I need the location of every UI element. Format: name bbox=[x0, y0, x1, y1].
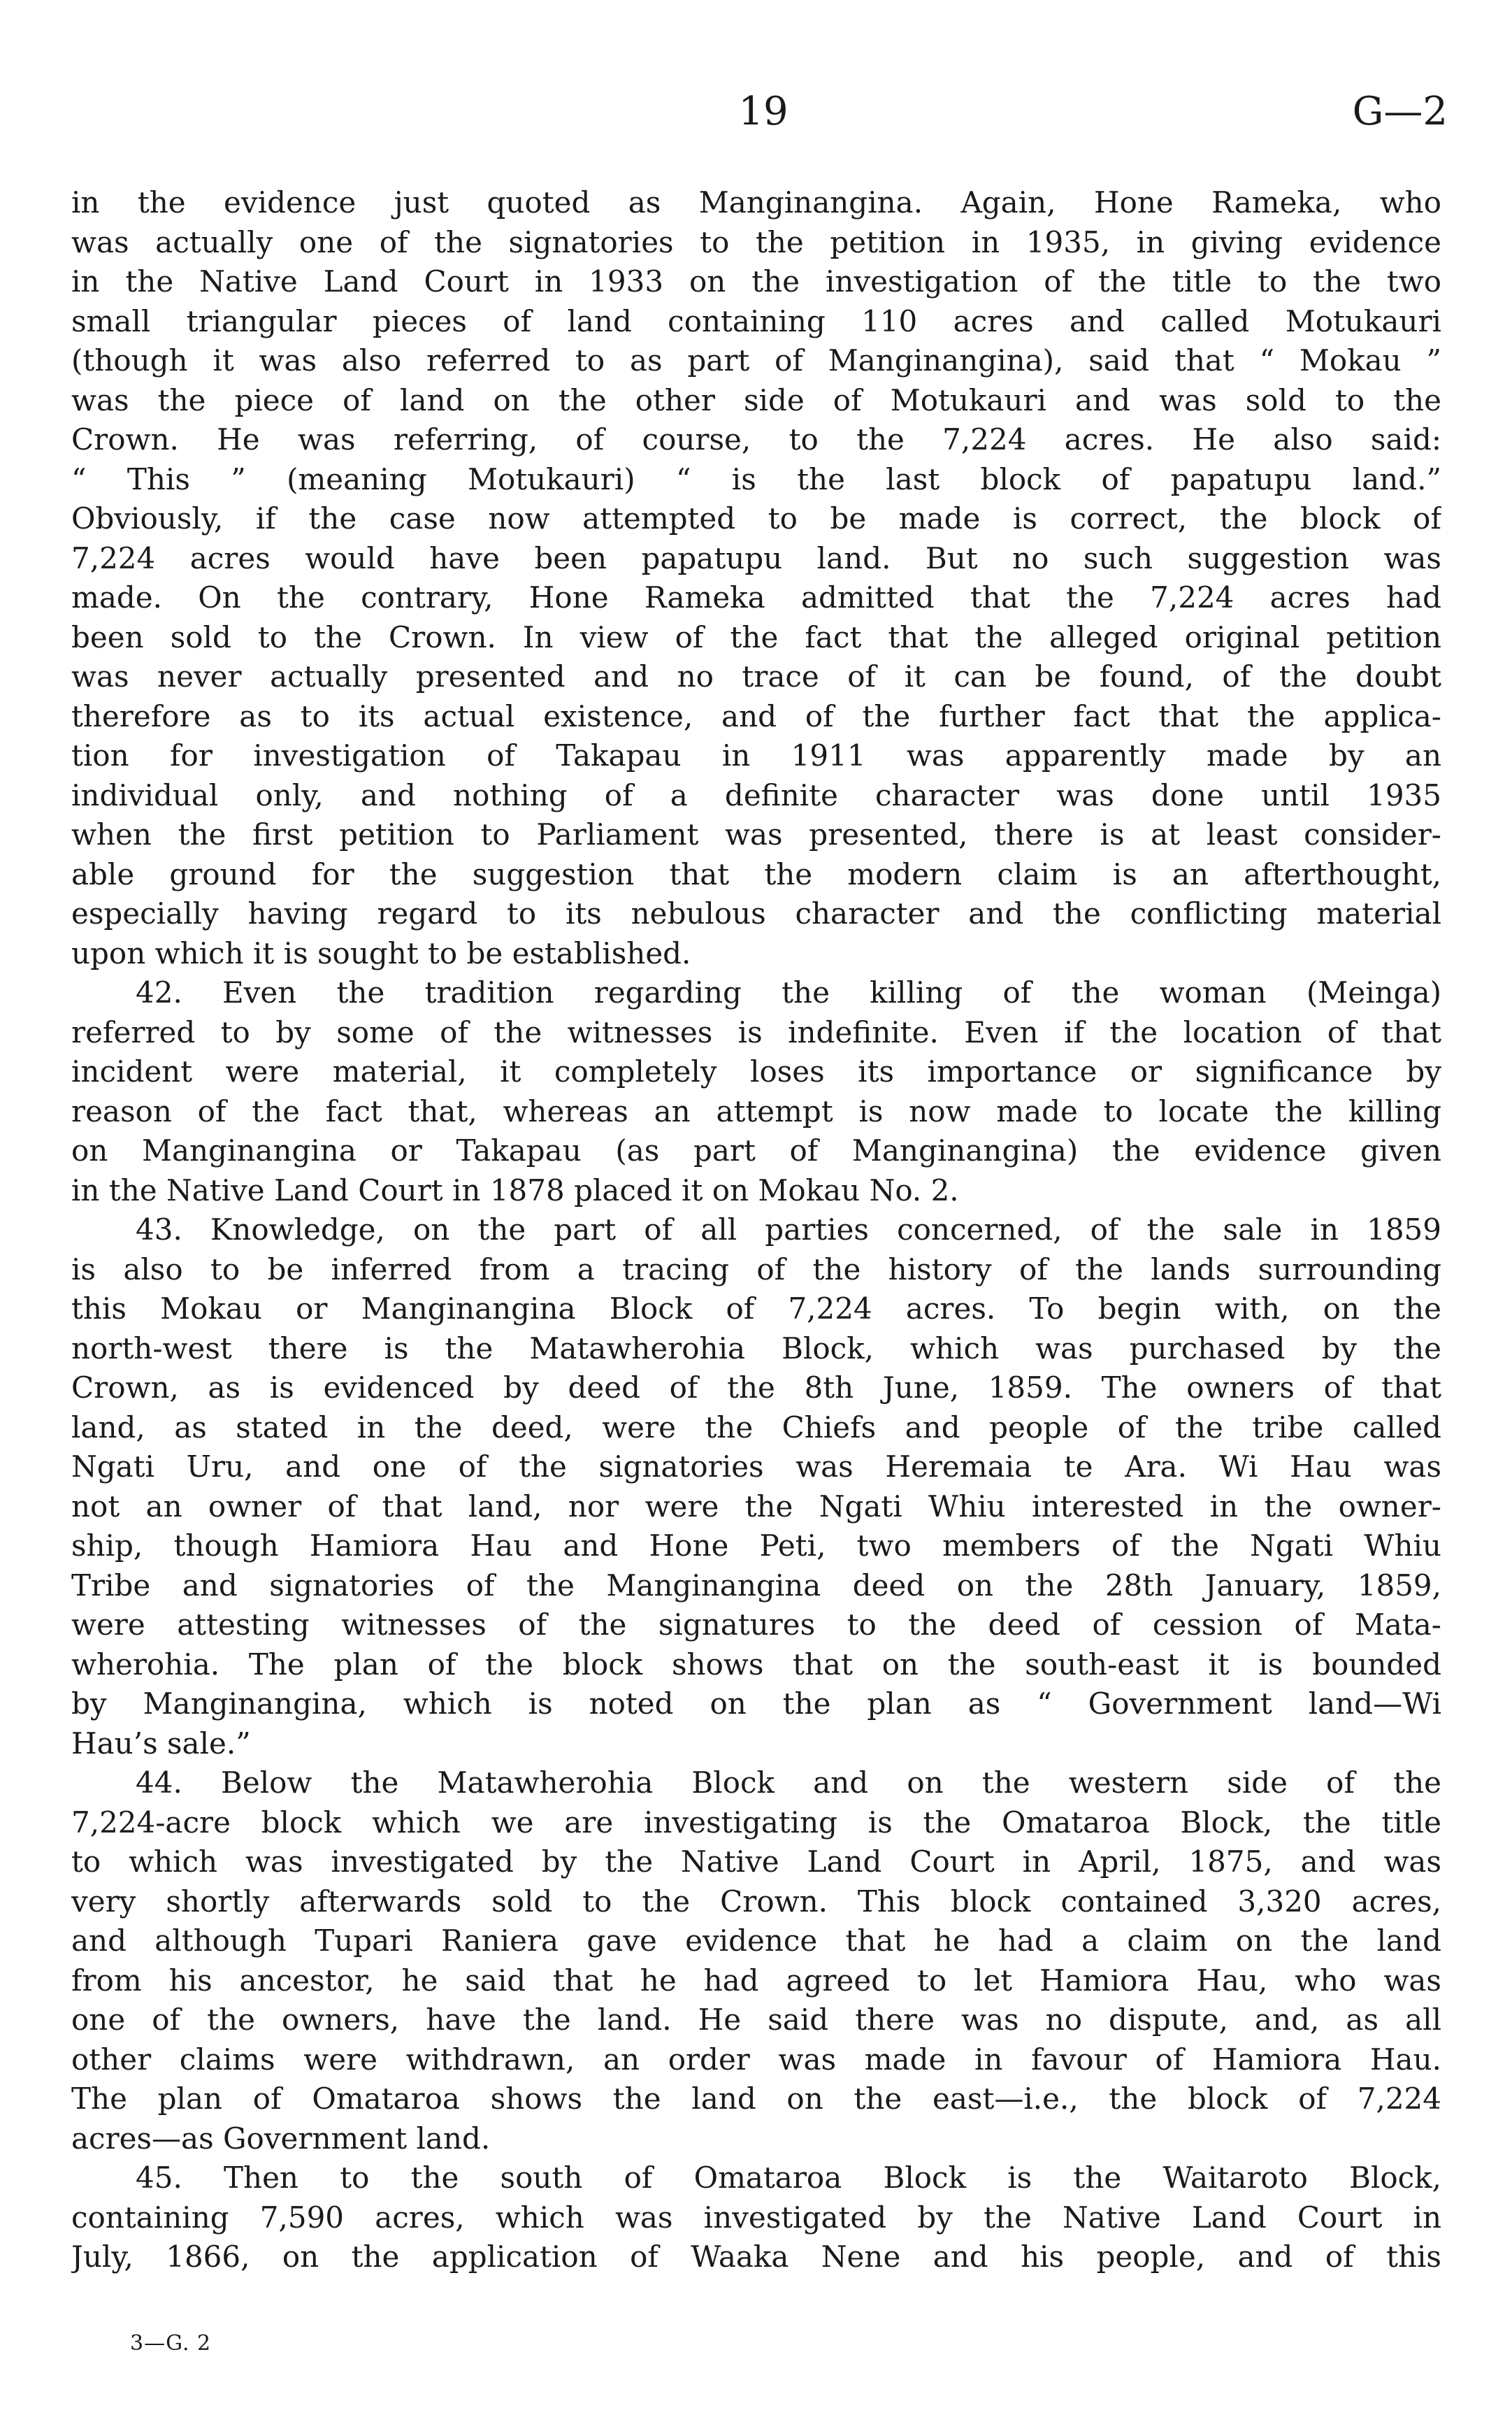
text-line: not an owner of that land, nor were the Ngati Whiu interested in the owner- bbox=[71, 1489, 1441, 1524]
text-line: was the piece of land on the other side of Motukauri and was sold to the bbox=[71, 382, 1441, 417]
body-text bbox=[71, 183, 1441, 2277]
text-line: wherohia. The plan of the block shows that on the south-east it is bounded bbox=[71, 1647, 1441, 1682]
text-line: containing 7,590 acres, which was investigated by the Native Land Court in bbox=[71, 2200, 1441, 2235]
text-line: 7,224-acre block which we are investigating is the Omataroa Block, the title bbox=[71, 1805, 1441, 1840]
text-line: this Mokau or Manginangina Block of 7,224 acres. To begin with, on the bbox=[71, 1291, 1441, 1326]
text-line: Hau’s sale.” bbox=[71, 1726, 251, 1761]
text-line: therefore as to its actual existence, and of the further fact that the applica- bbox=[71, 698, 1441, 733]
text-line: in the evidence just quoted as Manginangina. Again, Hone Rameka, who bbox=[71, 185, 1441, 220]
text-line: is also to be inferred from a tracing of the history of the lands surrounding bbox=[71, 1252, 1441, 1287]
text-line: July, 1866, on the application of Waaka Nene and his people, and of this bbox=[71, 2240, 1441, 2274]
text-line: individual only, and nothing of a definite character was done until 1935 bbox=[71, 777, 1441, 812]
text-line: acres—as Government land. bbox=[71, 2121, 491, 2156]
text-line: incident were material, it completely loses its importance or significance by bbox=[71, 1054, 1441, 1089]
text-line: one of the owners, have the land. He said there was no dispute, and, as all bbox=[71, 2002, 1441, 2037]
signature-mark: 3—G. 2 bbox=[130, 2331, 212, 2356]
text-line: land, as stated in the deed, were the Chiefs and people of the tribe called bbox=[71, 1410, 1441, 1445]
text-line: Tribe and signatories of the Manginangina deed on the 28th January, 1859, bbox=[71, 1568, 1441, 1603]
text-line: on Manginangina or Takapau (as part of Manginangina) the evidence given bbox=[71, 1133, 1441, 1168]
text-line: small triangular pieces of land containing 110 acres and called Motukauri bbox=[71, 303, 1441, 338]
text-line: in the Native Land Court in 1878 placed it on Mokau No. 2. bbox=[71, 1173, 959, 1208]
text-line: were attesting witnesses of the signatures to the deed of cession of Mata- bbox=[71, 1607, 1441, 1642]
text-line: reason of the fact that, whereas an attempt is now made to locate the killing bbox=[71, 1094, 1441, 1128]
text-line: other claims were withdrawn, an order was made in favour of Hamiora Hau. bbox=[71, 2042, 1441, 2077]
paragraph-44-start: 44. Below the Matawherohia Block and on the western side of the bbox=[136, 1765, 1441, 1800]
text-line: to which was investigated by the Native Land Court in April, 1875, and was bbox=[71, 1844, 1441, 1879]
text-line: was actually one of the signatories to the petition in 1935, in giving evidence bbox=[71, 224, 1441, 259]
text-line: referred to by some of the witnesses is indefinite. Even if the location of that bbox=[71, 1015, 1441, 1049]
paragraph-42-start: 42. Even the tradition regarding the killing of the woman (Meinga) bbox=[136, 975, 1441, 1010]
text-line: “ This ” (meaning Motukauri) “ is the last block of papatupu land.” bbox=[71, 461, 1441, 496]
page-number: 19 bbox=[738, 89, 789, 134]
text-line: was never actually presented and no trace of it can be found, of the doubt bbox=[71, 659, 1441, 694]
text-line: tion for investigation of Takapau in 1911 was apparently made by an bbox=[71, 738, 1441, 773]
text-line: and although Tupari Raniera gave evidence that he had a claim on the land bbox=[71, 1923, 1441, 1958]
paragraph-43-start: 43. Knowledge, on the part of all parties concerned, of the sale in 1859 bbox=[136, 1212, 1441, 1247]
text-line: north-west there is the Matawherohia Block, which was purchased by the bbox=[71, 1331, 1441, 1366]
text-line: The plan of Omataroa shows the land on the east—i.e., the block of 7,224 bbox=[71, 2081, 1441, 2116]
text-line: especially having regard to its nebulous character and the conflicting material bbox=[71, 896, 1441, 931]
text-line: Obviously, if the case now attempted to be made is correct, the block of bbox=[71, 501, 1441, 536]
text-line: in the Native Land Court in 1933 on the investigation of the title to the two bbox=[71, 264, 1441, 299]
text-line: Ngati Uru, and one of the signatories was Heremaia te Ara. Wi Hau was bbox=[71, 1449, 1441, 1484]
text-line: 7,224 acres would have been papatupu land. But no such suggestion was bbox=[71, 540, 1441, 575]
text-line: able ground for the suggestion that the modern claim is an afterthought, bbox=[71, 857, 1441, 891]
text-line: made. On the contrary, Hone Rameka admitted that the 7,224 acres had bbox=[71, 580, 1441, 615]
text-line: been sold to the Crown. In view of the fact that the alleged original petition bbox=[71, 619, 1441, 654]
text-line: from his ancestor, he said that he had agreed to let Hamiora Hau, who was bbox=[71, 1963, 1441, 1998]
document-reference: G—2 bbox=[1352, 89, 1448, 134]
text-line: very shortly afterwards sold to the Crown. This block contained 3,320 acres, bbox=[71, 1884, 1441, 1919]
text-line: upon which it is sought to be established. bbox=[71, 936, 691, 970]
text-line: by Manginangina, which is noted on the plan as “ Government land—Wi bbox=[71, 1686, 1441, 1721]
paragraph-45-start: 45. Then to the south of Omataroa Block is the Waitaroto Block, bbox=[136, 2160, 1441, 2195]
text-line: Crown. He was referring, of course, to the 7,224 acres. He also said: bbox=[71, 422, 1441, 457]
text-line: ship, though Hamiora Hau and Hone Peti, two members of the Ngati Whiu bbox=[71, 1528, 1441, 1563]
text-line: (though it was also referred to as part of Manginangina), said that “ Mokau ” bbox=[71, 343, 1441, 378]
text-line: Crown, as is evidenced by deed of the 8th June, 1859. The owners of that bbox=[71, 1370, 1441, 1405]
text-line: when the first petition to Parliament was presented, there is at least consider- bbox=[71, 817, 1441, 852]
